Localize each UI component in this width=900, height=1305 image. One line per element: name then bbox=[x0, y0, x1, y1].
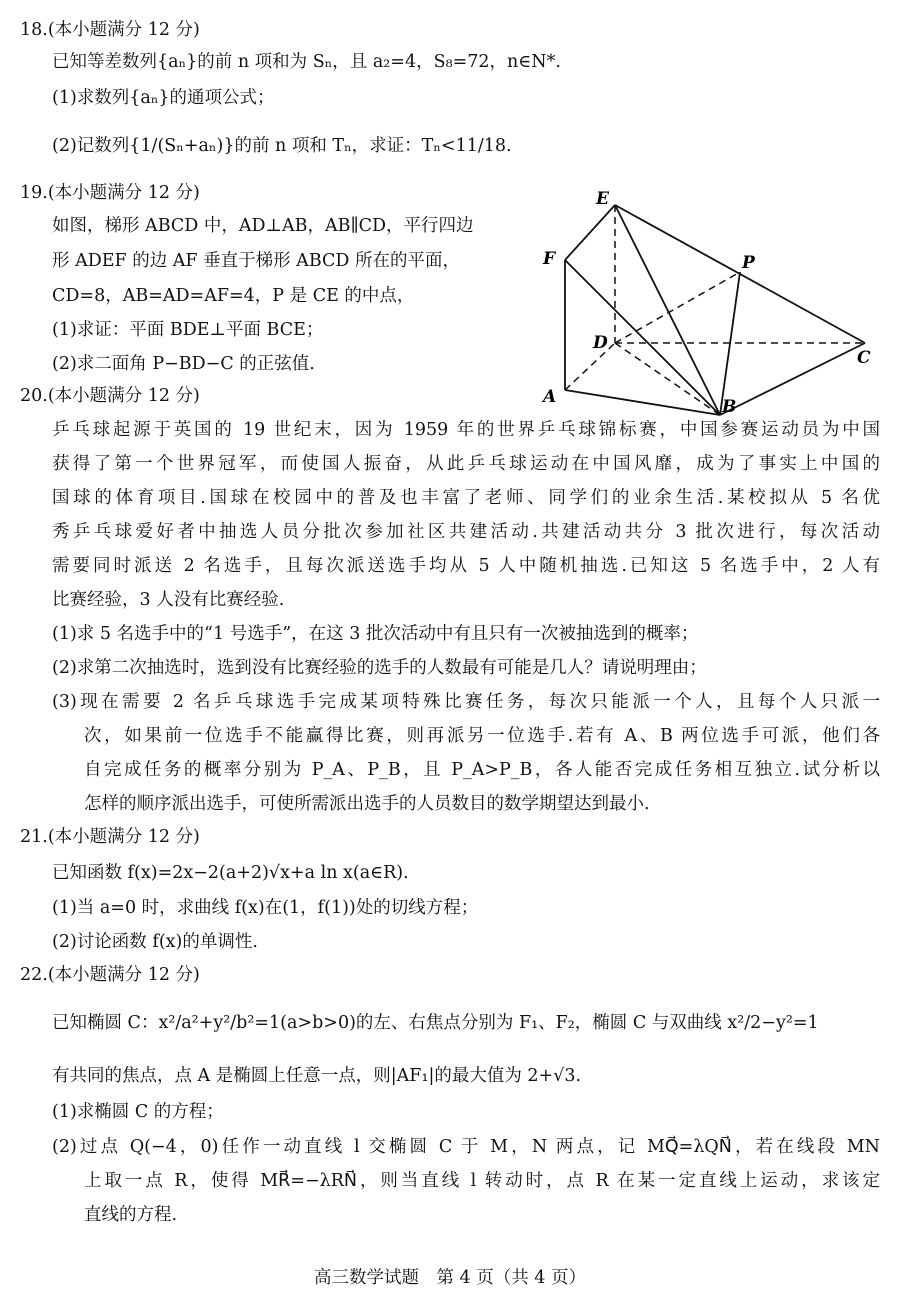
q20-part3-line2: 次，如果前一位选手不能赢得比赛，则再派另一位选手.若有 A、B 两位选手可派，他们各 bbox=[84, 726, 880, 746]
edge-fb bbox=[565, 260, 720, 415]
q20-part2: (2)求第二次抽选时，选到没有比赛经验的选手的人数最有可能是几人？请说明理由； bbox=[52, 658, 707, 678]
q21-stem: 已知函数 f(x)=2x−2(a+2)√x+a ln x(a∈R). bbox=[52, 863, 409, 883]
label-c: C bbox=[857, 348, 871, 368]
q20-part3-line1: (3)现在需要 2 名乒乓球选手完成某项特殊比赛任务，每次只能派一个人，且每个人只派一 bbox=[52, 692, 880, 712]
q20-stem-line5: 需要同时派送 2 名选手，且每次派送选手均从 5 人中随机抽选.已知这 5 名选手中，2 人有 bbox=[52, 556, 880, 576]
q19-part1: (1)求证：平面 BDE⊥平面 BCE； bbox=[52, 320, 324, 340]
edge-db-hidden bbox=[615, 343, 720, 415]
label-e: E bbox=[596, 189, 609, 209]
q20-stem-line1: 乒乓球起源于英国的 19 世纪末，因为 1959 年的世界乒乓球锦标赛，中国参赛运动员为中国 bbox=[52, 420, 880, 440]
q20-stem-line3: 国球的体育项目.国球在校园中的普及也丰富了老师、同学们的业余生活.某校拟从 5 名优 bbox=[52, 488, 880, 508]
q18-header: 18.(本小题满分 12 分) bbox=[20, 20, 200, 40]
edge-bc bbox=[720, 343, 865, 415]
q21-part1: (1)当 a=0 时，求曲线 f(x)在(1，f(1))处的切线方程； bbox=[52, 898, 479, 918]
label-f: F bbox=[543, 249, 556, 269]
q20-part3-line4: 怎样的顺序派出选手，可使所需派出选手的人员数目的数学期望达到最小. bbox=[84, 794, 650, 814]
q21-part2: (2)讨论函数 f(x)的单调性. bbox=[52, 932, 258, 952]
q22-part2-line1: (2)过点 Q(−4，0)任作一动直线 l 交椭圆 C 于 M，N 两点，记 MQ⃗=λQN⃗，若在线段 MN bbox=[52, 1137, 880, 1157]
q22-stem-line1: 已知椭圆 C：x²/a²+y²/b²=1(a>b>0)的左、右焦点分别为 F₁、F₂，椭圆 C 与双曲线 x²/2−y²=1 bbox=[52, 1013, 819, 1033]
page-footer: 高三数学试题 第 4 页（共 4 页） bbox=[313, 1268, 587, 1288]
edge-dp-hidden bbox=[615, 272, 740, 343]
q20-stem-line2: 获得了第一个世界冠军，而使国人振奋，从此乒乓球运动在中国风靡，成为了事实上中国的 bbox=[52, 454, 880, 474]
q19-part2: (2)求二面角 P−BD−C 的正弦值. bbox=[52, 354, 315, 374]
q19-stem-line1: 如图，梯形 ABCD 中，AD⊥AB，AB∥CD，平行四边 bbox=[52, 216, 474, 236]
q22-part1: (1)求椭圆 C 的方程； bbox=[52, 1102, 224, 1122]
q20-stem-line6: 比赛经验，3 人没有比赛经验. bbox=[52, 590, 285, 610]
label-b: B bbox=[722, 397, 737, 417]
label-a: A bbox=[543, 387, 557, 407]
q20-part3-line3: 自完成任务的概率分别为 P_A、P_B，且 P_A>P_B，各人能否完成任务相互独立.试分析以 bbox=[84, 760, 880, 780]
q21-header: 21.(本小题满分 12 分) bbox=[20, 827, 200, 847]
q22-stem-line2: 有共同的焦点，点 A 是椭圆上任意一点，则|AF₁|的最大值为 2+√3. bbox=[52, 1066, 582, 1086]
q19-stem-line2: 形 ADEF 的边 AF 垂直于梯形 ABCD 所在的平面， bbox=[52, 251, 460, 271]
edge-eb bbox=[615, 205, 720, 415]
edge-ab bbox=[565, 390, 720, 415]
q22-part2-line2: 上取一点 R，使得 MR⃗=−λRN⃗，则当直线 l 转动时，点 R 在某一定直线上运动，求该定 bbox=[84, 1171, 880, 1191]
q18-stem: 已知等差数列{aₙ}的前 n 项和为 Sₙ，且 a₂=4，S₈=72，n∈N*. bbox=[52, 52, 561, 72]
q19-header: 19.(本小题满分 12 分) bbox=[20, 183, 200, 203]
q18-part1: (1)求数列{aₙ}的通项公式； bbox=[52, 88, 275, 108]
q18-part2: (2)记数列{1/(Sₙ+aₙ)}的前 n 项和 Tₙ，求证：Tₙ<11/18. bbox=[52, 136, 512, 156]
q20-header: 20.(本小题满分 12 分) bbox=[20, 386, 200, 406]
q19-geometry-figure bbox=[530, 180, 890, 420]
label-d: D bbox=[593, 333, 608, 353]
q20-part1: (1)求 5 名选手中的“1 号选手”，在这 3 批次活动中有且只有一次被抽选到的概率； bbox=[52, 624, 699, 644]
edge-fe bbox=[565, 205, 615, 260]
q22-header: 22.(本小题满分 12 分) bbox=[20, 965, 200, 985]
q22-part2-line3: 直线的方程. bbox=[84, 1205, 178, 1225]
q20-stem-line4: 秀乒乓球爱好者中抽选人员分批次参加社区共建活动.共建活动共分 3 批次进行，每次活动 bbox=[52, 522, 880, 542]
label-p: P bbox=[742, 253, 755, 273]
q19-stem-line3: CD=8，AB=AD=AF=4，P 是 CE 的中点， bbox=[52, 286, 415, 306]
